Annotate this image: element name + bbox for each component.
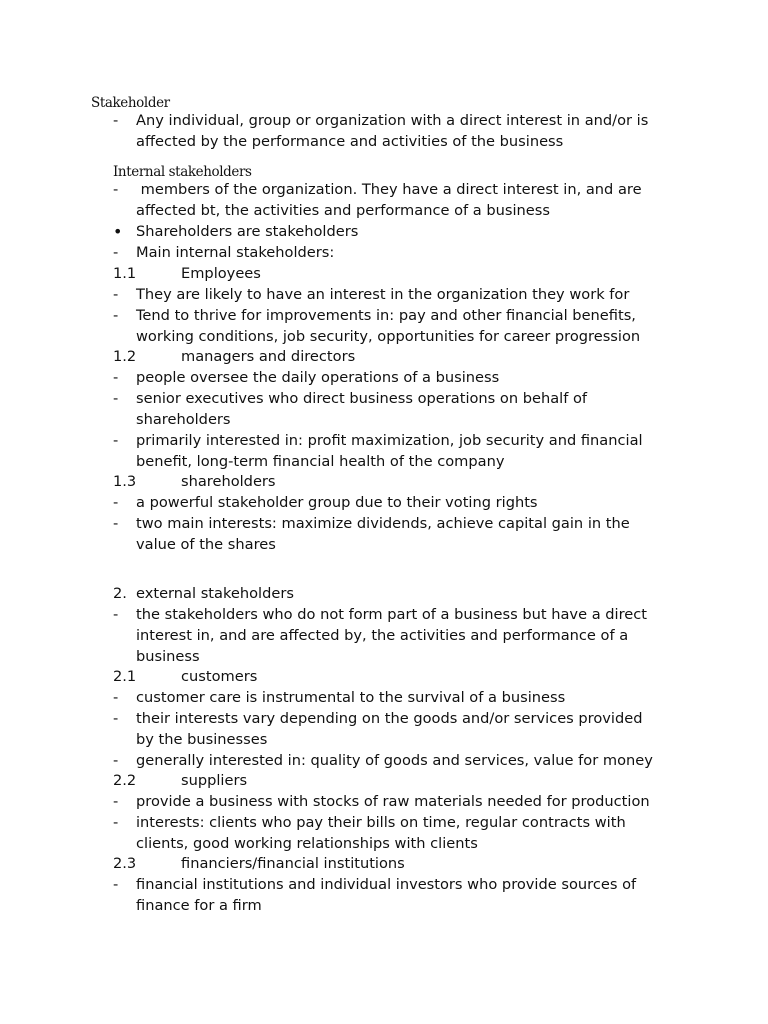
section-number: 2.2 — [113, 772, 137, 789]
dash-marker: - — [113, 432, 119, 449]
point-text: primarily interested in: profit maximization, job security and financial — [136, 432, 643, 449]
dash-marker: - — [113, 307, 119, 324]
point-text: senior executives who direct business operations on behalf of — [136, 390, 588, 407]
section-number: 1.1 — [113, 265, 137, 282]
point-text: financial institutions and individual investors who provide sources of — [136, 876, 637, 893]
section-number: 2.3 — [113, 855, 137, 872]
section-number: 1.3 — [113, 473, 137, 490]
dash-marker: - — [113, 814, 119, 831]
point-text: customer care is instrumental to the survival of a business — [136, 689, 566, 706]
section-title: customers — [181, 668, 258, 685]
dash-marker: - — [113, 606, 119, 623]
dash-marker: - — [113, 876, 119, 893]
section-title: financiers/financial institutions — [181, 855, 405, 872]
dash-marker: - — [113, 752, 119, 769]
dash-marker: - — [113, 515, 119, 532]
dash-marker: - — [113, 112, 119, 129]
point-text: working conditions, job security, opportunities for career progression — [136, 328, 641, 345]
section-number: 2.1 — [113, 668, 137, 685]
point-text: generally interested in: quality of goods and services, value for money — [136, 752, 653, 769]
section-title: shareholders — [181, 473, 276, 490]
point-text: They are likely to have an interest in the organization they work for — [136, 286, 630, 303]
point-text: value of the shares — [136, 536, 276, 553]
section-title: suppliers — [181, 772, 248, 789]
point-text: the stakeholders who do not form part of a business but have a direct — [136, 606, 647, 623]
dash-marker: - — [113, 369, 119, 386]
dash-marker: - — [113, 689, 119, 706]
dash-marker: - — [113, 793, 119, 810]
point-text: finance for a firm — [136, 897, 262, 914]
point-text: business — [136, 648, 200, 665]
point-text: interest in, and are affected by, the activities and performance of a — [136, 627, 629, 644]
internal-heading: Internal stakeholders — [113, 164, 252, 180]
point-text: interests: clients who pay their bills on time, regular contracts with — [136, 814, 626, 831]
point-text: Tend to thrive for improvements in: pay and other financial benefits, — [136, 307, 636, 324]
point-text: clients, good working relationships with clients — [136, 835, 478, 852]
dash-marker: - — [113, 181, 119, 198]
page-title: Stakeholder — [91, 95, 170, 111]
point-text: two main interests: maximize dividends, achieve capital gain in the — [136, 515, 630, 532]
dash-marker: - — [113, 286, 119, 303]
section-title: external stakeholders — [136, 585, 294, 602]
section-title: managers and directors — [181, 348, 356, 365]
definition-line-1: Any individual, group or organization with a direct interest in and/or is — [136, 112, 649, 129]
section-number: 1.2 — [113, 348, 137, 365]
bullet-text: Shareholders are stakeholders — [136, 223, 359, 240]
section-number: 2. — [113, 585, 127, 602]
dash-marker: - — [113, 244, 119, 261]
definition-line-2: affected by the performance and activities of the business — [136, 133, 564, 150]
point-text: shareholders — [136, 411, 231, 428]
point-text: their interests vary depending on the goods and/or services provided — [136, 710, 643, 727]
point-text: people oversee the daily operations of a business — [136, 369, 500, 386]
dash-marker: - — [113, 710, 119, 727]
internal-intro-line-2: affected bt, the activities and performance of a business — [136, 202, 550, 219]
dash-marker: - — [113, 390, 119, 407]
section-title: Employees — [181, 265, 261, 282]
point-text: benefit, long-term financial health of the company — [136, 453, 505, 470]
point-text: a powerful stakeholder group due to their voting rights — [136, 494, 538, 511]
main-internal-label: Main internal stakeholders: — [136, 244, 335, 261]
internal-intro-line-1: members of the organization. They have a direct interest in, and are — [136, 181, 642, 198]
dash-marker: - — [113, 494, 119, 511]
point-text: provide a business with stocks of raw materials needed for production — [136, 793, 650, 810]
point-text: by the businesses — [136, 731, 268, 748]
bullet-marker: • — [113, 222, 123, 241]
